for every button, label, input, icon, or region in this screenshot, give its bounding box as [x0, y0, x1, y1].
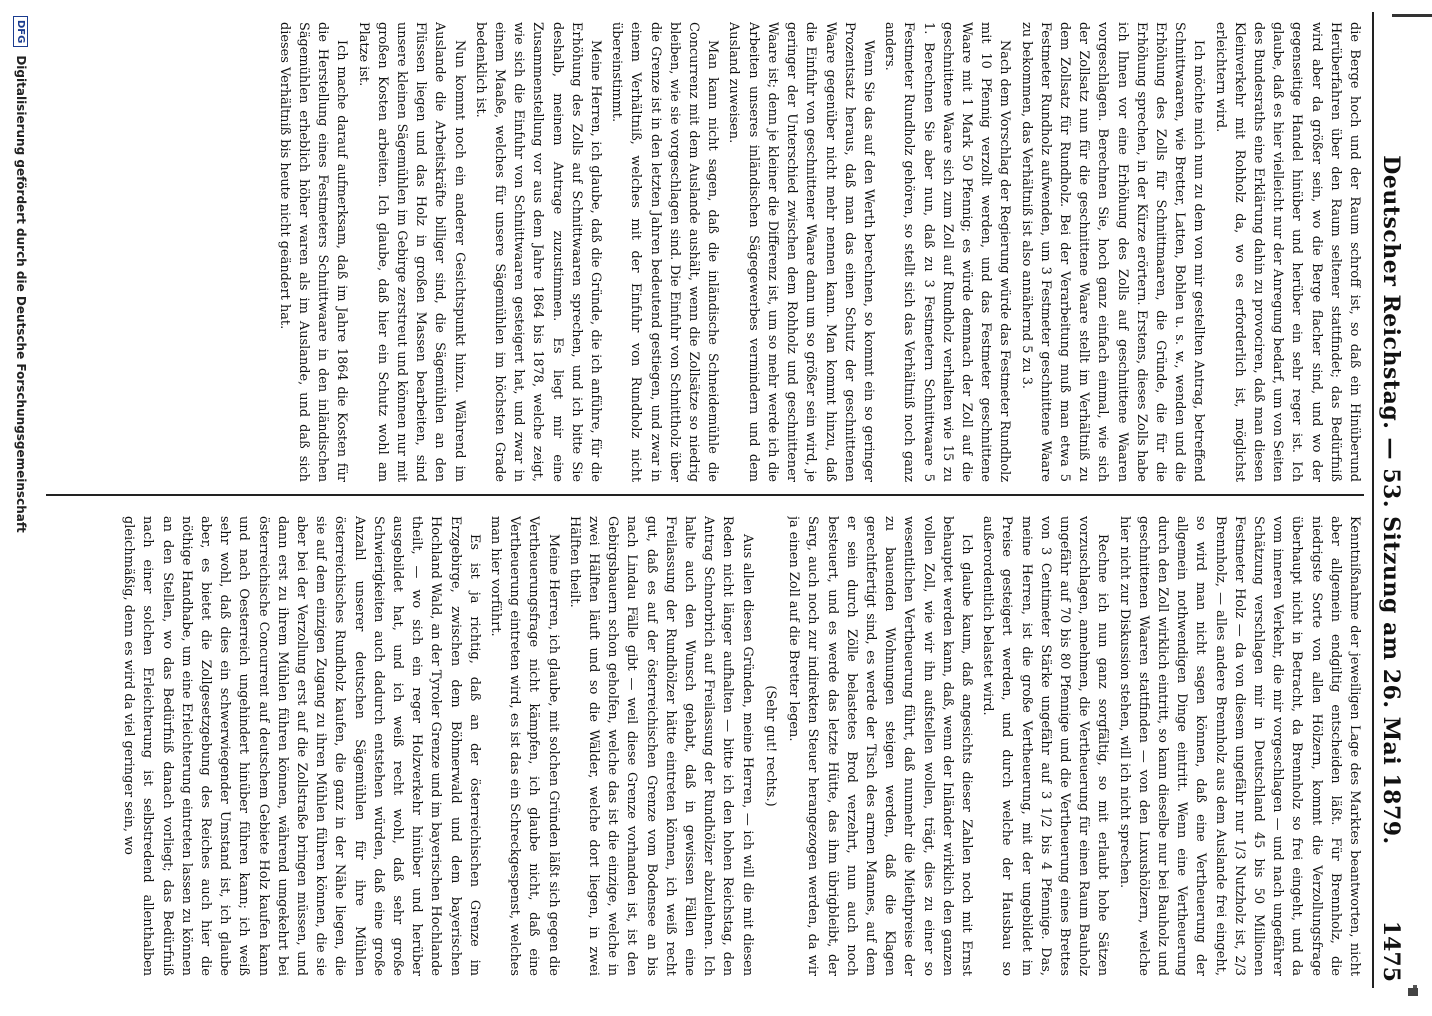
applause-note: (Sehr gut! rechts.)	[762, 685, 778, 807]
digitization-footer	[13, 0, 28, 1016]
header-rule	[1372, 12, 1374, 988]
paragraph: Nach dem Vorschlag der Regierung würde das Festmeter Rundholz mit 10 Pfennig verzollt werden, und das Festmeter geschnittene Waare mit 1 Mark 50 Pfennig; es würde demnach der Zoll auf die geschnittene Waare sich zum Zoll auf Rundholz verhalten wie 15 zu 1. Berechnen Sie aber nun, daß zu 3 Festmetern Schnittwaare 5 Festmeter Rundholz gehören, so stellt sich das Verhältniß noch ganz anders.	[882, 22, 1013, 482]
paragraph: Ich möchte mich nun zu dem von mir gestellten Antrag, betreffend Schnittwaaren, wie Bretter, Latten, Bohlen u. s. w., wenden und die Erhöhung des Zolls für Schnittmaaren, die Gründe, die für die Erhöhung sprechen, in der Kürze erörtern. Erstens, dieses Zolls habe ich Ihnen vor eine Erhöhung des Zolls auf geschnittene Waaren vorgeschlagen. Berechnen Sie, hoch ganz einfach einmal, wie sich der Zollsatz nun für die geschnittene Waare stellt im Verhältniß zu dem Zollsatz für Rundholz. Bei der Verarbeitung muß man etwa 5 Festmeter Rundholz aufwenden, um 3 Festmeter geschnittene Waare zu bekommen, das Verhältniß ist also annähernd 5 zu 3.	[1018, 22, 1207, 482]
paragraph: Nun kommt noch ein anderer Gesichtspunkt hinzu. Während im Auslande die Arbeitskräfte billiger sind, die Sägemühlen an den Flüssen liegen und das Holz in großen Massen bearbeiten, sind unsere kleinen Sägemühlen im Gebirge zerstreut und können nur mit großen Kosten arbeiten. Ich glaube, daß hier ein Schutz wohl am Platze ist.	[355, 22, 467, 482]
paragraph: die Berge hoch und der Raum schroff ist, so daß ein Hinüberund Herüberfahren über den Raum seltener stattfindet; das Bedürfniß wird aber da größer sein, wo die Berge flacher sind, und wo der gegenseitige Handel hinüber und herüber ein sehr reger ist. Ich glaube, daß es hier vielleicht nur der Anregung bedarf, um von Seiten des Bundesraths eine Erklärung dahin zu provociren, daß man diesen Kleinverkehr mit Rohholz da, wo es erforderlich ist, möglichst erleichtern wird.	[1212, 22, 1362, 482]
paragraph: Ich glaube kaum, daß angesichts dieser Zahlen noch mit Ernst behauptet werden kann, daß, wenn der Inländer wirklich den ganzen vollen Zoll, wie wir ihn aufstellen wollen, trägt, dies zu einer so wesentlichen Vertheuerung führt, daß nunmehr die Miethpreise der zu bauenden Wohnungen steigen werden, daß die Klagen gerechtfertigt sind, es werde der Tisch des armen Mannes, auf dem er sein durch Zölle belastetes Brod verzehrt, nun auch noch besteuert, und es werde das letzte Hütte, das ihm übrigbleibt, der Sarg, auch noch zur indirekten Steuer herangezogen werden, da wir ja einen Zoll auf die Bretter legen.	[786, 516, 974, 976]
column-divider	[46, 494, 1364, 496]
paragraph: Meine Herren, ich glaube, daß die Gründe, die ich anführe, für die Erhöhung des Zolls auf Schnittwaaren sprechen, und ich bitte Sie deshalb, meinem Antrage zuzustimmen. Es liegt mir eine Zusammenstellung vor aus dem Jahre 1864 bis 1878, welche zeigt, wie sich die Einfuhr von Schnittwaaren gesteigert hat, und zwar in einem Maaße, welches für unsere Sägemühlen im höchsten Grade bedenklich ist.	[472, 22, 604, 482]
paragraph: Meine Herren, ich glaube, mit solchen Gründen läßt sich gegen die Vertheuerungsfrage nicht kämpfen, ich glaube nicht, daß eine Vertheuerung eintreten wird, es ist das ein Schreckgespenst, welches man hier vorführt.	[488, 516, 561, 976]
paragraph: Es ist ja richtig, daß an der österreichischen Grenze im Erzgebirge, zwischen dem Böhmerwald und dem bayerischen Hochland Wald, an der Tyroler Grenze und im bayerischen Hochlande theilt, — wo sich ein reger Holzverkehr hinüber und herüber ausgebildet hat, und ich weiß recht wohl, daß sehr große Schwierigkeiten auch dadurch entstehen würden, daß eine große Anzahl unserer deutschen Sägemühlen für ihre Mühlen österreichisches Rundholz kaufen, die ganz in der Nähe liegen, die sie auf dem einzigen Zugang zu ihren Mühlen führen können, die sie aber bei der Verzollung erst auf die Zollstraße bringen müssen, und dann erst zu ihrem Mühlen führen können, während umgekehrt bei österreichische Concurrent auf deutschem Gebiete Holz kaufen kann und nach Oesterreich ungehindert hinüber führen kann; ich weiß sehr wohl, daß dies ein schwerwiegender Umstand ist, ich glaube aber, es bietet die Zollgesetzgebung des Reiches auch hier die nöthige Handhabe, um eine Erleichterung eintreten lassen zu können an den Stellen, wo das Bedürfniß danach vorliegt; das Bedürfniß nach einer solchen Erleichterung ist selbstredend allenthalben gleichmäßig, denn es wird da viel geringer sein, wo	[121, 516, 482, 976]
page-header	[1370, 0, 1410, 1000]
page-number: 1475	[1378, 920, 1404, 982]
paragraph: Man kann nicht sagen, daß die inländische Schneidemühle die Concurrenz mit dem Auslande aushält, wenn die Zollsätze so niedrig bleiben, wie sie vorgeschlagen sind. Die Einfuhr von Schnittholz über die Grenze ist in den letzten Jahren bedeutend gestiegen, und zwar in einem Verhältniß, welches mit der Einfuhr von Rundholz nicht übereinstimmt.	[609, 22, 721, 482]
right-column	[34, 516, 1364, 976]
paragraph: Kenntnißnahme der jeweiligen Lage des Marktes beantworten, nicht aber allgemein endgiltig entscheiden läßt. Für Brennholz, die niedrigste Sorte von allen Hölzern, kommt die Verzollungsfrage überhaupt nicht in Betracht, da Brennholz so frei eingeht, und da vom inneren Verkehr, die mir vorgeschlagen — und nach ungefährer Schätzung verschlagen mir in Deutschland 45 bis 50 Millionen Festmeter Holz — da von diesem ungefähr nur 1/3 Nutzholz ist, 2/3 Brennholz, — alles andere Brennholz aus dem Auslande frei eingeht, so wird man nicht sagen können, daß eine Vertheuerung der allgemein nothwendigen Dinge eintritt. Wenn eine Vertheuerung durch den Zoll wirklich eintritt, so kann dieselbe nur bei Bauholz und geschnittenen Waaren stattfinden — von den Luxushölzern, welche hier nicht zur Diskussion stehen, will ich nicht sprechen.	[1116, 516, 1362, 976]
page-title: Deutscher Reichstag. — 53. Sitzung am 26. Mai 1879.	[1378, 155, 1404, 845]
left-column	[34, 22, 1364, 482]
scan-corner-mark	[1408, 988, 1418, 996]
paragraph: Aus allen diesen Gründen, meine Herren, — ich will die mit diesen Reden nicht länger aufhalten — bitte ich den hohen Reichstag, den Antrag Schnorbrich auf Freilassung der Rundhölzer abzulehnen. Ich halte auch den Wunsch gehabt, daß in gewissen Fällen eine Freilassung der Rundhölzer hätte eintreten können, ich weiß recht gut, daß es auf der österreichischen Grenze vom Bodensee an bis nach Lindau Fälle gibt — weil diese Grenze vorhanden ist, ist den Gebirgsbauern schon geholfen, welche das ist die einzige, welche in zwei Hälften läuft und so die Wälder, welche dort liegen, in zwei Hälften theilt.	[566, 516, 755, 976]
paragraph: Ich mache darauf aufmerksam, daß im Jahre 1864 die Kosten für die Herstellung eines Festmeters Schnittwaare in den inländischen Sägemühlen erheblich höher waren als im Auslande, und daß sich dieses Verhältniß bis heute nicht geändert hat.	[276, 22, 350, 482]
paragraph: Wenn Sie das auf den Werth berechnen, so kommt ein so geringer Prozentsatz heraus, daß man das einen Schutz der geschnittenen Waare gegenüber nicht mehr nennen kann. Man kommt hinzu, daß die Einfuhr von geschnittener Waare dann um so größer sein wird, je geringer der Unterschied zwischen dem Rohholz und geschnittener Waare ist; denn je kleiner die Differenz ist, um so mehr werde ich die Arbeiten unseres inländischen Sägegewerbes vermindern und dem Ausland zuweisen.	[726, 22, 876, 482]
paragraph: Rechne ich nun ganz sorgfältig, so mit erlaubt hohe Sätzen vorzuschlagen, annehmen, die Vertheuerung für einen Raum Bauholz ungefähr auf 70 bis 80 Pfennige und die Vertheuerung eines Brettes von 3 Centimeter Stärke ungefähr auf 3 1/2 bis 4 Pfennige. Das, meine Herren, ist die große Vertheuerung, mit der ungebildet im Preise gesteigert werden, und durch welche der Hausbau so außerordentlich belastet wird.	[980, 516, 1111, 976]
dfg-logo-icon: DFG	[13, 16, 28, 47]
scan-corner-tick	[1413, 985, 1417, 988]
digitization-note: Digitalisierung gefördert durch die Deutsche Forschungsgemeinschaft	[14, 55, 28, 533]
